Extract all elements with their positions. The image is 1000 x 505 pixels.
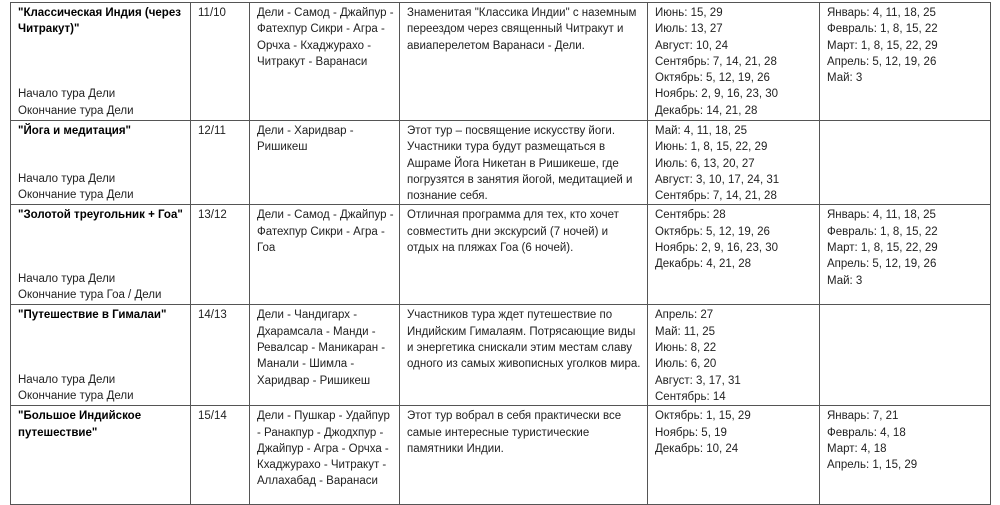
date-line: Сентябрь: 14 — [655, 390, 726, 403]
date-line: Октябрь: 5, 12, 19, 26 — [655, 72, 770, 85]
table-row — [11, 406, 991, 505]
tour-end: Окончание тура Гоа / Дели — [18, 289, 162, 302]
tour-description: Этот тур вобрал в себя практически все самые интересные туристические памятники Индии. — [400, 406, 648, 505]
date-line: Июнь: 15, 29 — [655, 7, 723, 19]
date-line: Май: 11, 25 — [655, 325, 716, 338]
table-row — [11, 121, 991, 205]
date-line: Май: 3 — [827, 72, 863, 85]
date-line: Апрель: 5, 12, 19, 26 — [827, 55, 937, 68]
date-line: Июнь: 8, 22 — [655, 342, 717, 355]
date-line: Декабрь: 4, 21, 28 — [655, 258, 751, 271]
date-line: Сентябрь: 7, 14, 21, 28 — [655, 55, 777, 68]
tour-name-cell — [11, 121, 191, 205]
tour-dates-2024 — [648, 121, 820, 205]
date-line: Май: 3 — [827, 274, 863, 287]
tour-end: Окончание тура Дели — [18, 189, 134, 202]
date-line: Март: 4, 18 — [827, 442, 887, 455]
tour-title: "Большое Индийское путешествие" — [18, 410, 142, 439]
tour-code: 11/10 — [191, 3, 250, 121]
tour-route: Дели - Пушкар - Удайпур - Ранакпур - Джодхпур - Джайпур - Агра - Орчха - Кхаджурахо - Читракут - Аллахабад - Варанаси — [250, 406, 400, 505]
date-line: Декабрь: 10, 24 — [655, 442, 739, 455]
date-line: Октябрь: 5, 12, 19, 26 — [655, 225, 770, 238]
date-line: Март: 1, 8, 15, 22, 29 — [827, 242, 938, 255]
tour-description: Этот тур – посвящение искусству йоги. Участники тура будут размещаться в Ашраме Йога Никетан в Ришикеше, где погрузятся в занятия йогой, медитацией и познание себя. — [400, 121, 648, 205]
table-row — [11, 205, 991, 305]
table-row — [11, 305, 991, 406]
tour-end: Окончание тура Дели — [18, 104, 134, 117]
date-line: Март: 1, 8, 15, 22, 29 — [827, 39, 938, 52]
tour-description: Участников тура ждет путешествие по Индийским Гималаям. Потрясающие виды и энергетика снискали этим местам славу одного из самых живописных уголков мира. — [400, 305, 648, 406]
date-line: Январь: 4, 11, 18, 25 — [827, 7, 936, 19]
tour-dates-2025 — [820, 305, 991, 406]
tour-dates-2025 — [820, 121, 991, 205]
date-line: Июнь: 1, 8, 15, 22, 29 — [655, 141, 768, 154]
tour-dates-2025 — [820, 205, 991, 305]
tour-name-cell — [11, 406, 191, 505]
date-line: Февраль: 1, 8, 15, 22 — [827, 23, 938, 36]
tour-title: "Йога и медитация" — [18, 125, 131, 137]
tour-code: 15/14 — [191, 406, 250, 505]
date-line: Май: 4, 11, 18, 25 — [655, 125, 748, 137]
tour-code: 13/12 — [191, 205, 250, 305]
date-line: Февраль: 4, 18 — [827, 426, 906, 439]
date-line: Июль: 13, 27 — [655, 23, 723, 36]
tours-table — [10, 2, 991, 505]
tour-description: Отличная программа для тех, кто хочет совместить дни экскурсий (7 ночей) и отдых на пляжах Гоа (6 ночей). — [400, 205, 648, 305]
tour-start: Начало тура Дели — [18, 88, 116, 101]
date-line: Ноябрь: 5, 19 — [655, 426, 727, 439]
tour-end: Окончание тура Дели — [18, 389, 134, 402]
date-line: Апрель: 5, 12, 19, 26 — [827, 258, 937, 271]
tour-code: 14/13 — [191, 305, 250, 406]
date-line: Январь: 7, 21 — [827, 410, 899, 423]
tour-name-cell — [11, 205, 191, 305]
tour-name-cell — [11, 305, 191, 406]
date-line: Июль: 6, 20 — [655, 358, 717, 371]
tour-code: 12/11 — [191, 121, 250, 205]
tour-start: Начало тура Дели — [18, 373, 116, 386]
tour-start: Начало тура Дели — [18, 272, 116, 285]
date-line: Август: 3, 17, 31 — [655, 374, 741, 387]
tour-dates-2025 — [820, 3, 991, 121]
table-row — [11, 3, 991, 121]
date-line: Октябрь: 1, 15, 29 — [655, 410, 751, 423]
tour-title: "Классическая Индия (через Читракут)" — [18, 7, 181, 36]
date-line: Август: 3, 10, 17, 24, 31 — [655, 173, 780, 186]
tour-name-cell — [11, 3, 191, 121]
tour-dates-2024 — [648, 406, 820, 505]
date-line: Сентябрь: 7, 14, 21, 28 — [655, 190, 777, 203]
date-line: Август: 10, 24 — [655, 39, 728, 52]
date-line: Январь: 4, 11, 18, 25 — [827, 209, 936, 222]
tour-dates-2024 — [648, 205, 820, 305]
date-line: Апрель: 1, 15, 29 — [827, 459, 918, 472]
tour-title: "Путешествие в Гималаи" — [18, 309, 167, 322]
date-line: Ноябрь: 2, 9, 16, 23, 30 — [655, 242, 779, 255]
date-line: Февраль: 1, 8, 15, 22 — [827, 225, 938, 238]
date-line: Ноябрь: 2, 9, 16, 23, 30 — [655, 88, 779, 101]
tour-description: Знаменитая "Классика Индии" с наземным переездом через священный Читракут и авиаперелетом Варанаси - Дели. — [400, 3, 648, 121]
tour-route: Дели - Чандигарх - Дхарамсала - Манди - Ревалсар - Маникаран - Манали - Шимла - Харидвар - Ришикеш — [250, 305, 400, 406]
date-line: Июль: 6, 13, 20, 27 — [655, 157, 755, 170]
date-line: Апрель: 27 — [655, 309, 714, 322]
tour-dates-2024 — [648, 305, 820, 406]
tour-dates-2025 — [820, 406, 991, 505]
tour-route: Дели - Самод - Джайпур - Фатехпур Сикри - Агра - Гоа — [250, 205, 400, 305]
tour-start: Начало тура Дели — [18, 172, 116, 185]
tour-dates-2024 — [648, 3, 820, 121]
tour-route: Дели - Самод - Джайпур - Фатехпур Сикри - Агра - Орчха - Кхаджурахо - Читракут - Варанаси — [250, 3, 400, 121]
tour-title: "Золотой треугольник + Гоа" — [18, 209, 183, 222]
tour-route: Дели - Харидвар - Ришикеш — [250, 121, 400, 205]
date-line: Декабрь: 14, 21, 28 — [655, 104, 758, 117]
date-line: Сентябрь: 28 — [655, 209, 726, 222]
